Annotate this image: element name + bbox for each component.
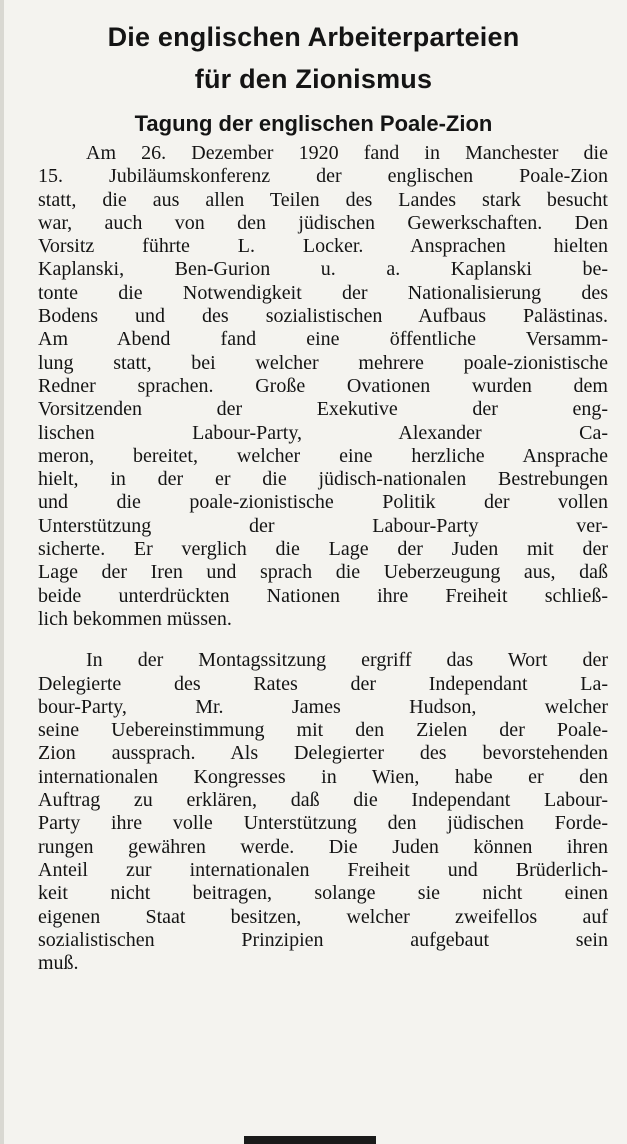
text-line: Vorsitz führte L. Locker. Ansprachen hielten	[38, 235, 608, 258]
paragraph-1	[38, 142, 608, 631]
text-line: Party ihre volle Unterstützung den jüdischen Forde-	[38, 812, 608, 835]
text-line: keit nicht beitragen, solange sie nicht einen	[38, 882, 608, 905]
text-line: 15. Jubiläumskonferenz der englischen Poale-Zion	[38, 165, 608, 188]
text-line: lung statt, bei welcher mehrere poale-zionistische	[38, 351, 608, 374]
text-line: lischen Labour-Party, Alexander Ca-	[38, 421, 608, 444]
text-line: In der Montagssitzung ergriff das Wort der	[86, 649, 608, 672]
text-line: seine Uebereinstimmung mit den Zielen der Poale-	[38, 719, 608, 742]
text-line: sozialistischen Prinzipien aufgebaut sein	[38, 928, 608, 951]
text-line: eigenen Staat besitzen, welcher zweifellos auf	[38, 905, 608, 928]
text-line: Auftrag zu erklären, daß die Independant Labour-	[38, 789, 608, 812]
text-line: Delegierte des Rates der Independant La-	[38, 672, 608, 695]
paragraph-2	[38, 649, 608, 975]
text-line: muß.	[38, 952, 79, 975]
text-line: Vorsitzenden der Exekutive der eng-	[38, 398, 608, 421]
headline-line-1: Die englischen Arbeiterparteien	[107, 22, 520, 52]
text-line: Bodens und des sozialistischen Aufbaus Palästinas.	[38, 305, 608, 328]
subheadline: Tagung der englischen Poale-Zion	[134, 111, 493, 136]
text-line: Anteil zur internationalen Freiheit und Brüderlich-	[38, 858, 608, 881]
text-line: Redner sprachen. Große Ovationen wurden dem	[38, 374, 608, 397]
text-line: Lage der Iren und sprach die Ueberzeugung aus, daß	[38, 561, 608, 584]
text-line: sicherte. Er verglich die Lage der Juden mit der	[38, 538, 608, 561]
article-body	[38, 142, 608, 975]
page-edge-shadow	[0, 0, 4, 1144]
text-line: und die poale-zionistische Politik der vollen	[38, 491, 608, 514]
text-line: bour-Party, Mr. James Hudson, welcher	[38, 695, 608, 718]
text-line: Unterstützung der Labour-Party ver-	[38, 514, 608, 537]
text-line: tonte die Notwendigkeit der Nationalisierung des	[38, 281, 608, 304]
text-line: Kaplanski, Ben-Gurion u. a. Kaplanski be-	[38, 258, 608, 281]
text-line: Zion aussprach. Als Delegierter des bevorstehenden	[38, 742, 608, 765]
text-line: beide unterdrückten Nationen ihre Freiheit schließ-	[38, 584, 608, 607]
text-line: lich bekommen müssen.	[38, 607, 232, 630]
text-line: Am Abend fand eine öffentliche Versamm-	[38, 328, 608, 351]
text-line: hielt, in der er die jüdisch-nationalen Bestrebungen	[38, 468, 608, 491]
text-line: rungen gewähren werde. Die Juden können ihren	[38, 835, 608, 858]
headline-line-2: für den Zionismus	[194, 64, 433, 94]
text-line: internationalen Kongresses in Wien, habe er den	[38, 765, 608, 788]
text-line: Am 26. Dezember 1920 fand in Manchester die	[86, 142, 608, 164]
text-line: meron, bereitet, welcher eine herzliche Ansprache	[38, 444, 608, 467]
text-line: war, auch von den jüdischen Gewerkschaften. Den	[38, 211, 608, 234]
next-article-rule	[244, 1136, 376, 1144]
text-line: statt, die aus allen Teilen des Landes stark besucht	[38, 188, 608, 211]
paragraph-gap	[38, 631, 608, 649]
